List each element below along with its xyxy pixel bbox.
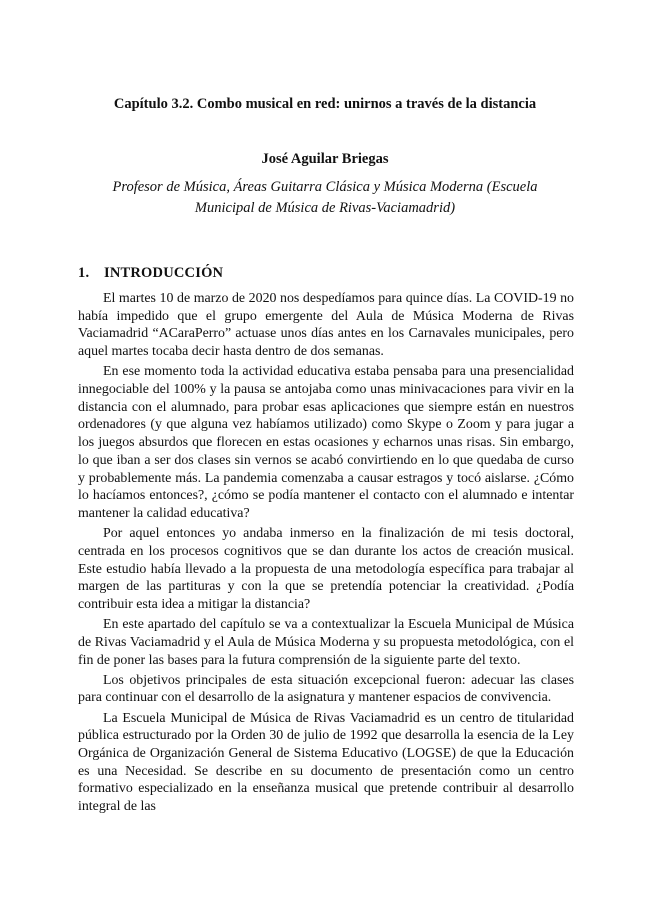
author-name: José Aguilar Briegas — [261, 151, 389, 167]
paragraph: Los objetivos principales de esta situación excepcional fueron: adecuar las clases para continuar con el desarrollo de la asignatura y mantener espacios de convivencia. — [78, 672, 574, 706]
paragraph: En este apartado del capítulo se va a contextualizar la Escuela Municipal de Música de Rivas Vaciamadrid y el Aula de Música Moderna y su propuesta metodológica, con el fin de poner las bases para la futura comprensión de la siguiente parte del texto. — [78, 617, 574, 668]
paragraph: En ese momento toda la actividad educativa estaba pensaba para una presencialidad innegociable del 100% y la pausa se antojaba como unas minivacaciones para vivir en la distancia con el alumnado, para probar esas aplicaciones que siempre están en nuestros ordenadores (y que alguna vez habíamos utilizado) como Skype o Zoom y para jugar a los juegos absurdos que florecen en estas ocasiones y echarnos unas risas. Sin embargo, lo que iban a ser dos clases sin vernos se acabó convirtiendo en lo que quedaba de curso y probablemente más. La pandemia comenzaba a causar estragos y tocó aislarse. ¿Cómo lo hacíamos entonces?, ¿cómo se podía mantener el contacto con el alumnado e intentar mantener la calidad educativa? — [78, 364, 574, 521]
section-number: 1. — [78, 265, 90, 281]
body-text — [78, 290, 574, 816]
section-heading — [78, 264, 223, 282]
author-affiliation: Profesor de Música, Áreas Guitarra Clásica y Música Moderna (Escuela Municipal de Música de Rivas-Vaciamadrid) — [112, 179, 538, 216]
section-title: INTRODUCCIÓN — [104, 265, 224, 281]
paragraph: El martes 10 de marzo de 2020 nos despedíamos para quince días. La COVID-19 no había impedido que el grupo emergente del Aula de Música Moderna de Rivas Vaciamadrid “ACaraPerro” actuase unos días antes en los Carnavales municipales, pero aquel martes tocaba decir hasta dentro de dos semanas. — [78, 291, 574, 360]
chapter-title: Capítulo 3.2. Combo musical en red: unirnos a través de la distancia — [113, 96, 537, 112]
paragraph: Por aquel entonces yo andaba inmerso en la finalización de mi tesis doctoral, centrada en los procesos cognitivos que se dan durante los actos de creación musical. Este estudio había llevado a la propuesta de una metodología específica para trabajar al margen de las partituras y con la que se pretendía potenciar la creatividad. ¿Podía contribuir esta idea a mitigar la distancia? — [78, 526, 574, 612]
paragraph: La Escuela Municipal de Música de Rivas Vaciamadrid es un centro de titularidad pública estructurado por la Orden 30 de julio de 1992 que desarrolla la esencia de la Ley Orgánica de Organización General de Sistema Educativo (LOGSE) de que la Educación es una Necesidad. Se describe en su documento de presentación como un centro formativo especializado en la enseñanza musical que pretende contribuir al desarrollo integral de las — [78, 710, 574, 815]
